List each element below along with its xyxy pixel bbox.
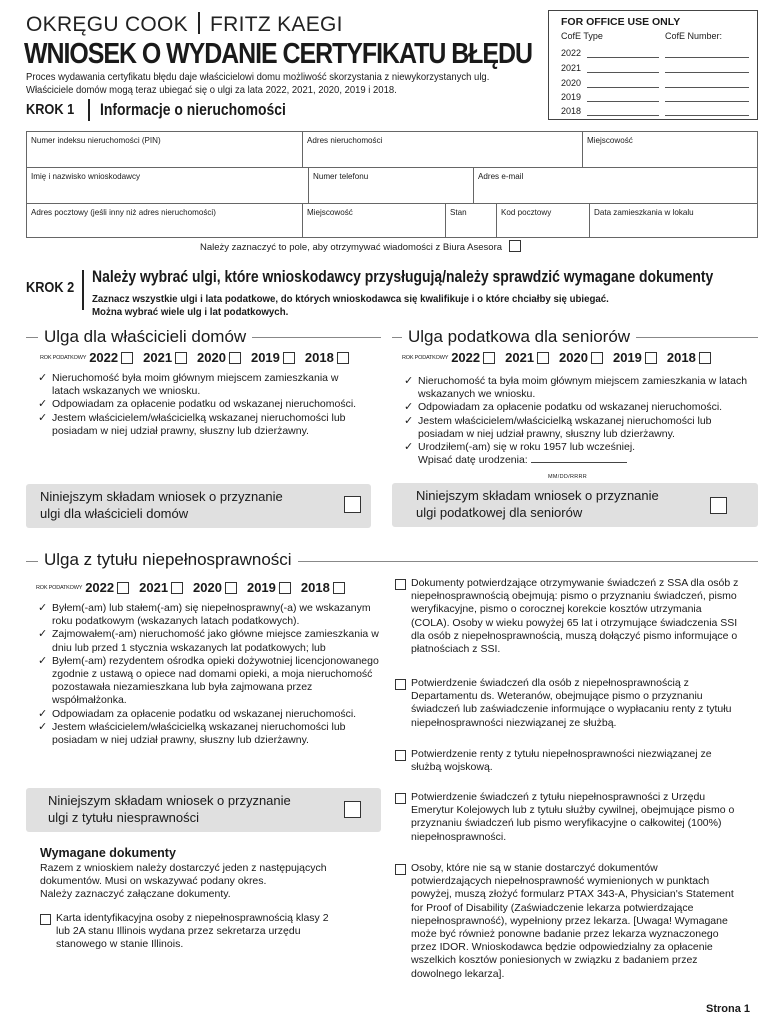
homeowner-2022-checkbox[interactable] xyxy=(121,352,133,364)
year-2022-label: 2022 xyxy=(85,580,115,595)
required-docs-intro xyxy=(40,862,370,902)
agency-name: OKRĘGU COOK xyxy=(26,13,188,36)
doc-text: Karta identyfikacyjna osoby z niepełnosprawnością klasy 2 lub 2A stanu Illinois wydana przez sekretarza urzędu stanowego w stanie Illinois. xyxy=(56,912,329,951)
check-icon: ✓ xyxy=(38,720,48,733)
dob-row xyxy=(404,454,749,467)
condition-item xyxy=(404,441,749,454)
senior-title: Ulga podatkowa dla seniorów xyxy=(402,327,636,347)
condition-text: Jestem właścicielem/właścicielką wskazanej nieruchomości lub posiadam w niej udział prawny, słuszny lub dzierżawny. xyxy=(52,720,346,747)
condition-item xyxy=(38,628,383,654)
email-label: Adres e-mail xyxy=(478,171,524,181)
apply-line: ulgi dla właścicieli domów xyxy=(40,506,189,521)
condition-item xyxy=(38,655,383,708)
condition-item xyxy=(404,375,749,401)
mailing-address-label: Adres pocztowy (jeśli inny niż adres nieruchomości) xyxy=(31,207,216,217)
senior-apply-checkbox[interactable] xyxy=(710,497,727,514)
office-type-field[interactable] xyxy=(587,72,659,73)
applicant-name-field[interactable] xyxy=(27,168,309,204)
doc-item xyxy=(395,748,740,774)
year-2018-label: 2018 xyxy=(300,580,330,595)
city-field[interactable] xyxy=(583,132,757,168)
doc-text: Osoby, które nie są w stanie dostarczyć dokumentów potwierdzających niepełnosprawność wymienionych w punktach powyżej, muszą złożyć formularz PTAX 343-A, Physician's Statement for Proof of Disability (Zaświadczenie lekarza potwierdzające niepełnosprawność), wypełniony przez lekarza. [Uwaga! Wymagane może być również ponowne badanie przez lekarza wyznaczonego przez IDOR. Wnioskodawca będzie odpowiedzialny za opłacenie wszelkich kosztów poniesionych w związku z badaniem przez dowolnego lekarza]. xyxy=(411,862,734,980)
form-title: WNIOSEK O WYDANIE CERTYFIKATU BŁĘDU xyxy=(24,38,532,70)
condition-text: Byłem(-am) rezydentem ośrodka opieki dożywotniej licencjonowanego zgodnie z ustawą o opiece nad domami opieki, a moja nieruchomość pozostawała niezamieszkana lub była zajmowana przez współmałżonka. xyxy=(52,654,379,707)
tax-year-label: ROK PODATKOWY xyxy=(402,354,449,361)
year-2021-label: 2021 xyxy=(139,580,169,595)
intro-text xyxy=(26,72,541,97)
dob-hint: MM/DD/RRRR xyxy=(548,474,588,480)
senior-conditions xyxy=(404,375,749,467)
disability-conditions xyxy=(38,602,383,747)
req-text-1: Razem z wnioskiem należy dostarczyć jeden z następujących dokumentów. Musi on wskazywać podany okres. xyxy=(40,862,327,888)
office-number-field[interactable] xyxy=(665,57,749,58)
address-label: Adres nieruchomości xyxy=(307,135,383,145)
cofe-number-label: CofE Number: xyxy=(665,31,723,41)
state-field[interactable] xyxy=(446,204,497,238)
check-icon: ✓ xyxy=(404,401,414,414)
doc-checkbox[interactable] xyxy=(395,679,406,690)
disability-apply-text xyxy=(48,792,291,826)
year-2020-label: 2020 xyxy=(559,350,588,365)
doc-item xyxy=(395,677,740,730)
doc-item xyxy=(395,791,740,844)
homeowner-2018-checkbox[interactable] xyxy=(337,352,349,364)
step1-divider xyxy=(88,99,90,121)
condition-item xyxy=(38,412,358,438)
address-field[interactable] xyxy=(303,132,583,168)
homeowner-2020-checkbox[interactable] xyxy=(229,352,241,364)
condition-item xyxy=(38,708,383,721)
notify-label: Należy zaznaczyć to pole, aby otrzymywać wiadomości z Biura Asesora xyxy=(200,242,503,253)
condition-item xyxy=(38,398,358,411)
tax-year-label: ROK PODATKOWY xyxy=(40,354,87,361)
doc-text: Dokumenty potwierdzające otrzymywanie świadczeń z SSA dla osób z niepełnosprawnością obejmują: pismo o przyznaniu świadczeń, pismo weryfikacyjne, pismo o corocznej korekcie kosztów utrzymania (COLA). Osoby w wieku powyżej 65 lat i otrzymujące świadczenia SSI dla osób z niepełnosprawnością, muszą dołączyć pismo informujące o płatnościach z SSI. xyxy=(411,577,739,656)
step1-title: Informacje o nieruchomości xyxy=(100,100,286,119)
office-year: 2018 xyxy=(561,106,582,116)
year-2019-label: 2019 xyxy=(250,350,280,365)
check-icon: ✓ xyxy=(404,375,414,387)
check-icon: ✓ xyxy=(38,654,48,667)
disability-title: Ulga z tytułu niepełnosprawności xyxy=(38,550,298,570)
senior-2021-checkbox[interactable] xyxy=(537,352,549,364)
dob-input[interactable] xyxy=(531,462,627,463)
zip-field[interactable] xyxy=(497,204,590,238)
senior-2020-checkbox[interactable] xyxy=(591,352,603,364)
office-year: 2019 xyxy=(561,92,582,102)
applicant-name-label: Imię i nazwisko wnioskodawcy xyxy=(31,171,141,181)
doc-item xyxy=(395,577,740,656)
disability-2020-checkbox[interactable] xyxy=(225,582,237,594)
phone-field[interactable] xyxy=(309,168,474,204)
office-year: 2022 xyxy=(561,48,582,58)
disability-2019-checkbox[interactable] xyxy=(279,582,291,594)
senior-apply-text xyxy=(416,487,659,521)
doc-text: Potwierdzenie renty z tytułu niepełnosprawności niezwiązanej ze służbą wojskową. xyxy=(411,748,712,774)
condition-text: Nieruchomość ta była moim głównym miejscem zamieszkania w latach wskazanych we wniosku. xyxy=(418,375,748,401)
office-number-field[interactable] xyxy=(665,87,749,88)
state-label: Stan xyxy=(450,207,467,217)
doc-item xyxy=(395,862,740,981)
apply-line: ulgi podatkowej dla seniorów xyxy=(416,505,583,520)
pin-field[interactable] xyxy=(27,132,303,168)
condition-text: Odpowiadam za opłacenie podatku od wskazanej nieruchomości. xyxy=(52,398,357,411)
check-icon: ✓ xyxy=(38,398,48,411)
office-year: 2020 xyxy=(561,78,582,88)
page-number: Strona 1 xyxy=(705,1003,750,1015)
office-number-field[interactable] xyxy=(665,115,749,116)
condition-text: Jestem właścicielem/właścicielką wskazanej nieruchomości lub posiadam w niej udział prawny, słuszny lub dzierżawny. xyxy=(52,411,346,437)
tax-year-label: ROK PODATKOWY xyxy=(36,584,83,591)
pin-label: Numer indeksu nieruchomości (PIN) xyxy=(31,135,161,145)
year-2018-label: 2018 xyxy=(304,350,334,365)
doc-checkbox[interactable] xyxy=(395,750,406,761)
intro-line-2: Właściciele domów mogą teraz ubiegać się o ulgi za lata 2022, 2021, 2020, 2019 i 2018. xyxy=(26,84,397,96)
disability-2021-checkbox[interactable] xyxy=(171,582,183,594)
year-2020-label: 2020 xyxy=(193,580,222,595)
step2-sub-2: Można wybrać wiele ulg i lat podatkowych. xyxy=(92,307,289,318)
condition-text: Byłem(-am) lub stałem(-am) się niepełnosprawny(-a) we wskazanym roku podatkowym (wskazanych latach podatkowych). xyxy=(52,602,371,628)
year-2020-label: 2020 xyxy=(197,350,226,365)
office-type-field[interactable] xyxy=(587,115,659,116)
condition-item xyxy=(404,415,749,441)
senior-years xyxy=(402,350,721,365)
mailing-address-field[interactable] xyxy=(27,204,303,238)
disability-2022-checkbox[interactable] xyxy=(117,582,129,594)
condition-text: Jestem właścicielem/właścicielką wskazanej nieruchomości lub posiadam w niej udział prawny, słuszny lub dzierżawny. xyxy=(418,414,712,440)
condition-text: Nieruchomość była moim głównym miejscem zamieszkania w latach wskazanych we wniosku. xyxy=(52,372,339,398)
office-type-field[interactable] xyxy=(587,87,659,88)
check-icon: ✓ xyxy=(404,414,414,427)
office-use-box xyxy=(548,10,758,120)
year-2022-label: 2022 xyxy=(451,350,481,365)
check-icon: ✓ xyxy=(404,441,414,454)
homeowner-2019-checkbox[interactable] xyxy=(283,352,295,364)
disability-2018-checkbox[interactable] xyxy=(333,582,345,594)
agency-header xyxy=(26,12,343,37)
doc-text: Potwierdzenie świadczeń z tytułu niepełnosprawności z Urzędu Emerytur Kolejowych lub z tytułu służby cywilnej, obejmujące pismo o przyznaniu świadczeń lub pismo weryfikacyjne o całkowitej (100%) niepełnosprawności. xyxy=(411,791,735,843)
senior-apply-box xyxy=(392,483,758,527)
zip-label: Kod pocztowy xyxy=(501,207,552,217)
condition-item xyxy=(404,401,749,414)
check-icon: ✓ xyxy=(38,602,48,614)
check-icon: ✓ xyxy=(38,411,48,424)
residence-date-field[interactable] xyxy=(590,204,757,238)
apply-line: Niniejszym składam wniosek o przyznanie xyxy=(40,489,283,504)
office-number-field[interactable] xyxy=(665,72,749,73)
doc-item xyxy=(40,912,330,952)
step2-subtitle xyxy=(92,293,609,319)
year-2019-label: 2019 xyxy=(246,580,276,595)
year-2018-label: 2018 xyxy=(666,350,696,365)
homeowner-2021-checkbox[interactable] xyxy=(175,352,187,364)
apply-line: Niniejszym składam wniosek o przyznanie xyxy=(48,793,291,808)
step2-label: KROK 2 xyxy=(26,279,75,296)
homeowner-apply-text xyxy=(40,488,283,522)
email-field[interactable] xyxy=(474,168,757,204)
office-year: 2021 xyxy=(561,63,582,73)
intro-line-1: Proces wydawania certyfikatu błędu daje właścicielowi domu możliwość skorzystania z niewykorzystanych ulg. xyxy=(26,72,490,83)
dob-label: Wpisać datę urodzenia: xyxy=(418,454,528,467)
residence-date-label: Data zamieszkania w lokalu xyxy=(594,207,694,217)
doc-checkbox[interactable] xyxy=(395,793,406,804)
condition-text: Urodziłem(-am) się w roku 1957 lub wcześniej. xyxy=(418,441,636,454)
phone-label: Numer telefonu xyxy=(313,171,369,181)
disability-years xyxy=(36,580,355,595)
step1-label: KROK 1 xyxy=(26,101,75,118)
senior-2018-checkbox[interactable] xyxy=(699,352,711,364)
homeowner-years xyxy=(40,350,359,365)
doc-checkbox[interactable] xyxy=(40,914,51,925)
doc-checkbox[interactable] xyxy=(395,864,406,875)
mailing-city-field[interactable] xyxy=(303,204,446,238)
step2-divider xyxy=(82,270,84,310)
condition-item xyxy=(38,372,358,398)
homeowner-conditions xyxy=(38,372,358,438)
doc-text: Potwierdzenie świadczeń dla osób z niepełnosprawnością z Departamentu ds. Weteranów, obejmujące pismo o przyznaniu świadczeń lub zaświadczenie informujące o wypłacaniu renty z tytułu niepełnosprawności niezwiązanej ze służbą. xyxy=(411,677,732,729)
condition-text: Odpowiadam za opłacenie podatku od wskazanej nieruchomości. xyxy=(418,401,723,414)
year-2022-label: 2022 xyxy=(89,350,119,365)
check-icon: ✓ xyxy=(38,372,48,384)
year-2021-label: 2021 xyxy=(143,350,173,365)
step2-sub-1: Zaznacz wszystkie ulgi i lata podatkowe, do których wnioskodawca się kwalifikuje i o które chciałby się ubiegać. xyxy=(92,294,609,305)
senior-2022-checkbox[interactable] xyxy=(483,352,495,364)
disability-apply-box xyxy=(26,788,381,832)
required-docs-title: Wymagane dokumenty xyxy=(40,846,176,860)
homeowner-apply-checkbox[interactable] xyxy=(344,496,361,513)
property-info-grid xyxy=(26,131,758,238)
condition-item xyxy=(38,602,383,628)
mailing-city-label: Miejscowość xyxy=(307,207,353,217)
disability-apply-checkbox[interactable] xyxy=(344,801,361,818)
step2-title: Należy wybrać ulgi, które wnioskodawcy przysługują/należy sprawdzić wymagane dokumenty xyxy=(92,267,714,286)
req-text-2: Należy zaznaczyć załączane dokumenty. xyxy=(40,888,231,901)
homeowner-apply-box xyxy=(26,484,371,528)
apply-line: Niniejszym składam wniosek o przyznanie xyxy=(416,488,659,503)
apply-line: ulgi z tytułu niesprawności xyxy=(48,810,200,825)
check-icon: ✓ xyxy=(38,707,48,720)
notify-row xyxy=(200,240,521,253)
cofe-type-label: CofE Type xyxy=(561,31,603,41)
senior-2019-checkbox[interactable] xyxy=(645,352,657,364)
year-2021-label: 2021 xyxy=(505,350,535,365)
assessor-name: FRITZ KAEGI xyxy=(210,13,343,36)
condition-text: Zajmowałem(-am) nieruchomość jako główne miejsce zamieszkania w dniu lub przed 1 stycznia wskazanych lat podatkowych; lub xyxy=(52,628,379,654)
office-type-field[interactable] xyxy=(587,57,659,58)
condition-item xyxy=(38,721,383,747)
check-icon: ✓ xyxy=(38,628,48,641)
homeowner-title: Ulga dla właścicieli domów xyxy=(38,327,252,347)
office-type-field[interactable] xyxy=(587,101,659,102)
doc-checkbox[interactable] xyxy=(395,579,406,590)
condition-text: Odpowiadam za opłacenie podatku od wskazanej nieruchomości. xyxy=(52,707,357,720)
office-heading: FOR OFFICE USE ONLY xyxy=(561,16,681,28)
city-label: Miejscowość xyxy=(587,135,633,145)
office-number-field[interactable] xyxy=(665,101,749,102)
year-2019-label: 2019 xyxy=(612,350,642,365)
notify-checkbox[interactable] xyxy=(509,240,521,252)
